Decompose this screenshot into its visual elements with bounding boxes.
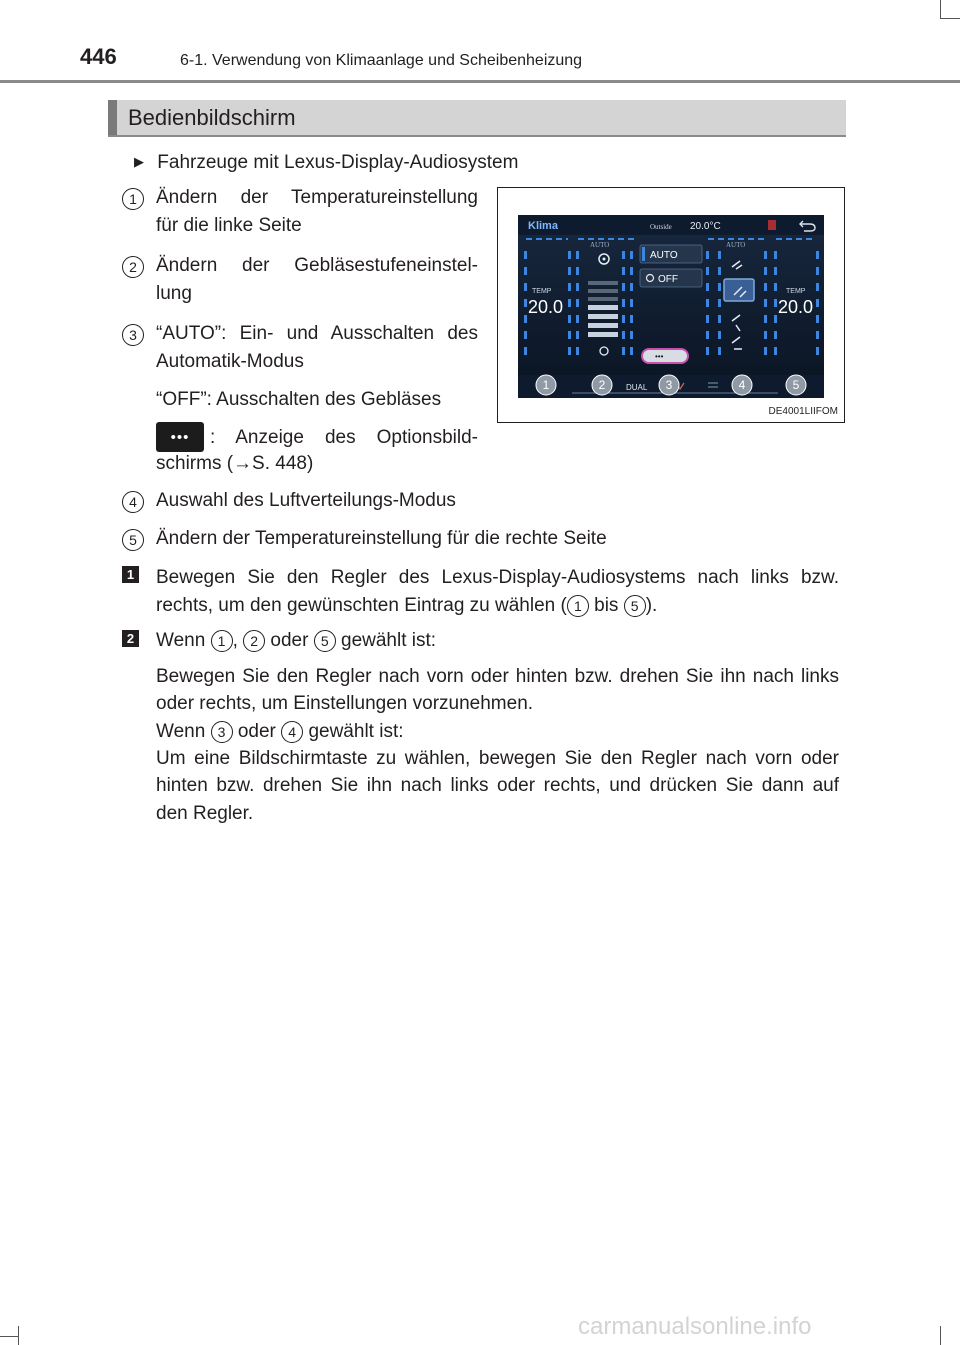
options-icon — [156, 422, 204, 452]
callout-number: 1 — [122, 188, 144, 210]
off-button-label: OFF — [658, 274, 678, 285]
item-text: für die linke Seite — [156, 215, 302, 236]
item-text: Auswahl des Luftverteilungs-Modus — [156, 490, 456, 511]
section-heading — [108, 100, 846, 137]
outside-label: Outside — [650, 223, 672, 231]
temp-label-right: TEMP — [786, 288, 806, 295]
climate-screen — [518, 215, 824, 398]
step-condition: Wenn 3 oder 4 gewählt ist: — [156, 721, 404, 742]
options-button-label: ••• — [655, 352, 664, 361]
step-number: 1 — [122, 566, 139, 583]
watermark: carmanualsonline.info — [578, 1313, 812, 1340]
step-text: den Regler. — [156, 803, 254, 824]
step-condition: Wenn 1 , 2 oder 5 gewählt ist: — [156, 630, 437, 651]
more-options-icon: ••• — [156, 422, 204, 452]
callout-ref: 3 — [211, 721, 233, 743]
item-text: Ändern der Temperatureinstellung für die rechte Seite — [156, 528, 607, 549]
item-text: Automatik-Modus — [156, 351, 304, 372]
climate-screen-figure — [497, 187, 845, 423]
dual-button[interactable]: DUAL — [626, 383, 648, 392]
page-number: 446 — [80, 44, 117, 69]
left-temp-value[interactable]: 20.0 — [528, 297, 564, 317]
step-text: Bewegen Sie den Regler nach vorn oder hinten bzw. drehen Sie ihn nach links — [156, 666, 839, 687]
screen-callout-1: 1 — [542, 378, 550, 392]
screen-callout-3: 3 — [665, 378, 673, 392]
callout-number: 3 — [122, 324, 144, 346]
auto-small-label: AUTO — [590, 241, 610, 249]
screen-title: Klima — [528, 220, 558, 232]
item-text: “AUTO”: Ein- und Ausschalten des — [156, 323, 478, 344]
callout-number: 5 — [122, 529, 144, 551]
section-title: Bedienbildschirm — [128, 105, 296, 130]
right-temp-value[interactable]: 20.0 — [778, 297, 814, 317]
auto-button-label: AUTO — [650, 250, 678, 261]
off-text: “OFF”: Ausschalten des Gebläses — [156, 389, 442, 410]
options-text: : Anzeige des Optionsbild- — [210, 427, 478, 448]
vehicle-note: ▶ Fahrzeuge mit Lexus-Display-Audiosystem — [134, 152, 519, 173]
step-text: Bewegen Sie den Regler des Lexus-Display-Audiosystems nach links bzw. — [156, 567, 839, 588]
step-text: rechts, um den gewünschten Eintrag zu wählen ( 1 bis 5 ). — [156, 595, 658, 616]
triangle-bullet-icon: ▶ — [134, 154, 144, 169]
step-text: Um eine Bildschirmtaste zu wählen, bewegen Sie den Regler nach vorn oder — [156, 748, 839, 769]
screen-callout-5: 5 — [792, 378, 800, 392]
callout-ref: 5 — [624, 595, 646, 617]
options-text: schirms (→S. 448) — [156, 453, 314, 474]
item-text: Ändern der Gebläsestufeneinstel- — [156, 255, 478, 276]
auto-small-label-right: AUTO — [726, 241, 746, 249]
options-button[interactable] — [642, 349, 688, 363]
callout-ref: 1 — [567, 595, 589, 617]
item-text: Ändern der Temperatureinstellung — [156, 187, 478, 208]
callout-number: 2 — [122, 256, 144, 278]
figure-code: DE4001LIIFOM — [768, 406, 838, 417]
callout-ref: 4 — [281, 721, 303, 743]
temp-label-left: TEMP — [532, 288, 552, 295]
step-text: hinten bzw. drehen Sie ihn nach links oder rechts, und drücken Sie dann auf — [156, 775, 839, 796]
chapter-title: 6-1. Verwendung von Klimaanlage und Scheibenheizung — [180, 52, 583, 69]
item-text: lung — [156, 283, 192, 304]
callout-number: 4 — [122, 491, 144, 513]
step-number: 2 — [122, 630, 139, 647]
callout-ref: 1 — [211, 630, 233, 652]
seat-warning-icon — [768, 220, 776, 230]
climate-screen-graphic — [518, 215, 824, 398]
callout-ref: 5 — [314, 630, 336, 652]
step-text: oder rechts, um Einstellungen vorzunehmen. — [156, 693, 534, 714]
callout-ref: 2 — [243, 630, 265, 652]
screen-callout-2: 2 — [598, 378, 606, 392]
header-rule — [0, 80, 960, 83]
screen-callout-4: 4 — [738, 378, 746, 392]
outside-temp: 20.0°C — [690, 221, 721, 232]
